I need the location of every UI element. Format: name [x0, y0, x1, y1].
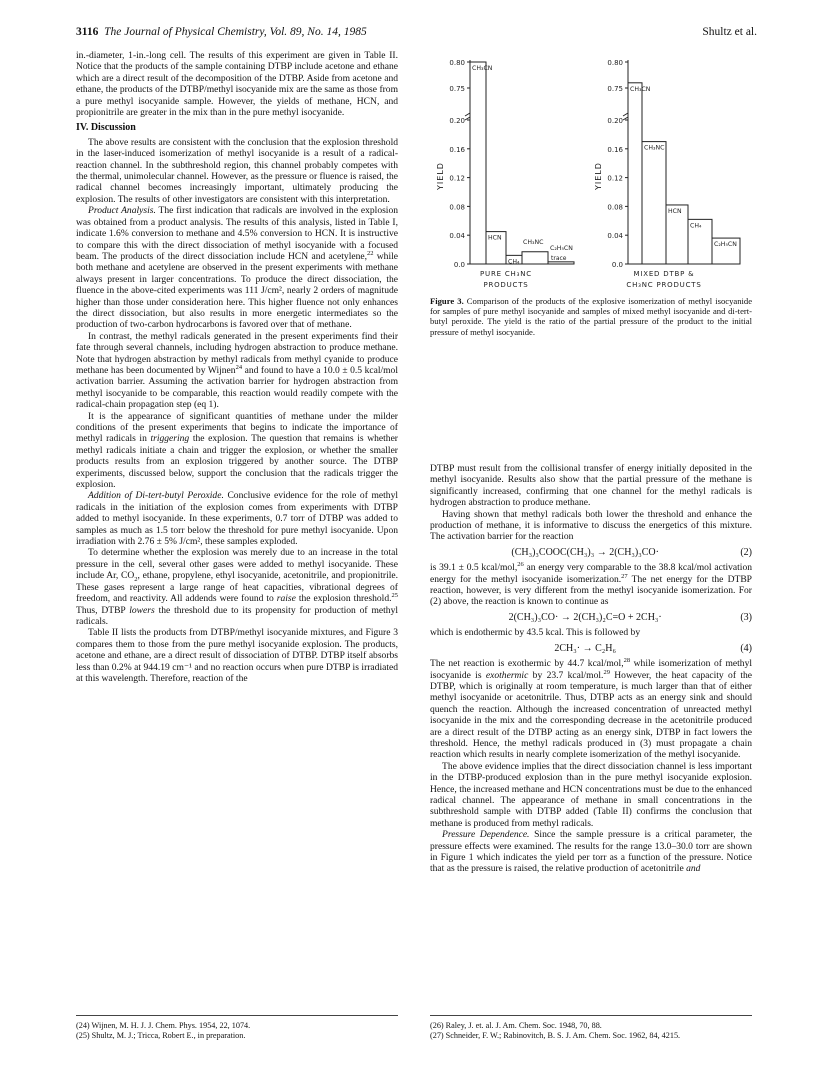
x-axis-label: CH₃NC PRODUCTS — [626, 281, 702, 289]
equation-4 — [430, 643, 752, 654]
y-tick-label: 0.75 — [607, 85, 623, 93]
figure-3 — [430, 58, 760, 294]
caption-label: Figure 3. — [430, 296, 464, 306]
text: To determine whether the explosion was merely due to an increase in the total pressure in the cell, several other gases were added to methyl isocyanide. These include Ar, CO — [76, 547, 398, 582]
footnotes-right — [430, 1015, 752, 1041]
bar-label: HCN — [488, 234, 502, 242]
equation-3 — [430, 612, 752, 623]
reference-mark: 22 — [366, 249, 374, 257]
equation-number: (4) — [740, 642, 752, 654]
paragraph — [76, 411, 398, 491]
text: The net reaction is exothermic by 44.7 kcal/mol, — [430, 658, 624, 670]
y-tick-label: 0.80 — [449, 59, 465, 67]
y-tick-label: 0.75 — [449, 85, 465, 93]
section-heading: IV. Discussion — [76, 122, 136, 134]
y-tick-label: 0.12 — [449, 174, 465, 183]
text: by 23.7 kcal/mol. — [528, 669, 604, 681]
emphasis: and — [686, 863, 701, 875]
y-tick-label: 0.08 — [449, 203, 465, 212]
paragraph — [76, 490, 398, 547]
text: It is the appearance of significant quantities of methane under the milder conditions of the present experiments that begins to indicate the importance of methyl radicals in — [76, 410, 398, 445]
emphasis: triggering — [150, 433, 190, 445]
paragraph — [430, 562, 752, 608]
bar-label: CH₃CN — [472, 65, 493, 72]
paragraph: which is endothermic by 43.5 kcal. This is followed by — [430, 627, 641, 639]
reference-mark: 29 — [603, 668, 610, 676]
text: while both methane and acetylene are observed in the present experiments with methane always present in larger concentrations. To produce the direct dissociation, the fluence in the above-cited experiments was 111 J/cm², nearly 2 orders of magnitude higher than those under consideration here. This higher fluence not only enhances the direct dissociation, but also results in more energetic intermediates so the production of two-carbon hydrocarbons is favored over that of methane. — [76, 250, 398, 331]
bar-label: C₂H₅CN — [714, 241, 737, 249]
text: the explosion. The question that remains is whether methyl radicals initiate a chain and trigger the explosion, or whether the smaller products results from an explosion triggered by another source. The DTBP experiments, discussed below, support the conclusion that the radicals trigger the explosion. — [76, 433, 398, 491]
paragraph — [76, 547, 398, 627]
page-number: 3116 — [76, 26, 99, 38]
paragraph: Table II lists the products from DTBP/methyl isocyanide mixtures, and Figure 3 compares them to those from the pure methyl isocyanide explosion. The products, acetone and ethane, are a direct result of dissociation of DTBP. DTBP itself absorbs less than 0.2% at 944.19 cm⁻¹ and no reaction occurs when pure DTBP is irradiated at this wavelength. Therefore, reaction of the — [76, 627, 398, 684]
x-axis-label: PRODUCTS — [483, 281, 529, 289]
footnote: (24) Wijnen, M. H. J. J. Chem. Phys. 1954, 22, 1074. — [76, 1021, 251, 1030]
bar-0 — [628, 83, 642, 264]
run-in-heading: Pressure Dependence. — [442, 829, 530, 841]
text: Thus, DTBP — [76, 604, 130, 616]
y-tick-label: 0.80 — [607, 59, 623, 67]
text: Conclusive evidence for the role of methyl radicals in the initiation of the explosion comes from experiments with DTBP added to methyl isocyanide. In these experiments, 0.7 torr of DTBP was added to samples as much as 1.5 torr below the threshold for pure methyl isocyanide. Upon irradiation with 2.76 ± 5% J/cm², these samples exploded. — [76, 490, 398, 548]
bar-1 — [642, 142, 666, 264]
paragraph: DTBP must result from the collisional transfer of energy initially deposited in the methyl isocyanide. Results also show that the partial pressure of the methane is significantly increased, confirming that one channel for the methyl radicals is hydrogen abstraction to produce methane. — [430, 463, 752, 509]
footnote: (27) Schneider, F. W.; Rabinovitch, B. S. J. Am. Chem. Soc. 1962, 84, 4215. — [430, 1031, 681, 1040]
reference-mark: 28 — [623, 656, 631, 664]
text: the explosion threshold. — [295, 593, 392, 605]
text: Since the sample pressure is a critical parameter, the pressure effects were examined. The results for the range 13.0–30.0 torr are shown in Figure 1 which indicates the yield per torr as a function of the pressure. Notice that as the pressure is raised, the relative production of acetonitrile — [430, 829, 752, 875]
bar-annotation: trace — [551, 254, 567, 262]
bar-4 — [548, 262, 574, 264]
equation-text: 2CH₃· → C₂H₆ — [554, 642, 616, 654]
emphasis: exothermic — [485, 669, 529, 681]
bar-label: CH₃NC — [523, 238, 544, 246]
run-in-heading: Addition of Di-tert-butyl Peroxide. — [88, 490, 224, 502]
y-tick-label: 0.0 — [611, 261, 623, 269]
text: , ethane, propylene, ethyl isocyanide, acetonitrile, and propionitrile. These gases represent a large range of heat capacities, vibrational degrees of freedom, and reactivity. All addends were found to — [76, 570, 398, 605]
text: In contrast, the methyl radicals generated in the present experiments find their fate through several channels, including hydrogen abstraction to produce methane. Note that hydrogen abstraction by methyl radicals from methyl cyanide to produce methane has been documented by Wijnen — [76, 330, 398, 376]
y-tick-label: 0.12 — [607, 174, 623, 183]
y-tick-label: 0.16 — [607, 145, 623, 154]
paragraph — [76, 331, 398, 411]
y-tick-label: 0.20 — [607, 117, 623, 125]
paragraph — [430, 829, 752, 875]
text: However, the heat capacity of the DTBP, which is originally at room temperature, is much larger than that of either methyl isocyanide or acetonitrile. Thus, DTBP acts as an energy sink and should quench the reaction. Although the increased concentration of unreacted methyl isocyanide in the mix and the corresponding decrease in the acetonitrile produced are a direct result of the DTBP acting as an energy sink, DTBP in fact lowers the threshold. Hence, the methyl radicals produced in (3) must propagate a chain reaction which results in nearly complete isomerization of the methyl isocyanide. — [430, 669, 753, 761]
caption-text: Comparison of the products of the explosive isomerization of methyl isocyanide for samples of pure methyl isocyanide and samples of mixed methyl isocyanide and di-tert-butyl peroxide. The yield is the ratio of the partial pressure of the product to the initial pressure of methyl isocyanide. — [430, 296, 753, 337]
text: The first indication that radicals are involved in the explosion was obtained from a product analysis. The results of this analysis, listed in Table I, indicate 1.6% conversion to methane and 4.5% conversion to HCN. It is instructive to compare this with the direct dissociation of methyl isocyanide with a focused beam. The products of the direct dissociation include HCN and acetylene, — [76, 205, 399, 262]
bar-0 — [470, 62, 486, 264]
text: is 39.1 ± 0.5 kcal/mol, — [430, 562, 518, 574]
bar-label: CH₃CN — [630, 85, 651, 93]
y-tick-label: 0.20 — [449, 117, 465, 125]
equation-text: (CH₃)₃COOC(CH₃)₃ → 2(CH₃)₃CO· — [511, 546, 659, 558]
footnote: (25) Shultz, M. J.; Tricca, Robert E., in preparation. — [76, 1031, 246, 1040]
emphasis: raise — [276, 593, 296, 605]
text: while isomerization of methyl isocyanide is — [430, 658, 753, 681]
subscript: 2 — [134, 576, 138, 584]
reference-mark: 25 — [391, 591, 398, 599]
text: an energy very comparable to the 38.8 kcal/mol activation energy for the methyl isocyanide isomerization. — [430, 562, 752, 585]
figure-caption — [430, 296, 752, 337]
footnote: (26) Raley, J. et. al. J. Am. Chem. Soc. 1948, 70, 88. — [430, 1021, 602, 1030]
bar-label: C₂H₅CN — [550, 244, 573, 252]
emphasis: lowers — [129, 604, 155, 616]
y-tick-label: 0.0 — [453, 261, 465, 269]
y-tick-label: 0.16 — [449, 145, 465, 154]
paragraph: in.-diameter, 1-in.-long cell. The results of this experiment are given in Table II. Notice that the products of the sample containing DTBP include acetone and ethane which are a direct result of the decomposition of the DTBP. Aside from acetone and ethane, the products of the DTBP/methyl isocyanide mix are the same as those from a pure methyl isocyanide sample. However, the yields of methane, HCN, and propionitrile are greater in the mix than in the pure methyl isocyanide. — [76, 50, 398, 119]
reference-mark: 24 — [235, 363, 243, 371]
reference-mark: 27 — [621, 572, 628, 580]
y-tick-label: 0.04 — [449, 232, 465, 241]
bar-label: CH₃NC — [644, 144, 665, 152]
bar-label: CH₄ — [508, 258, 520, 266]
bar-label: HCN — [668, 207, 682, 215]
equation-number: (2) — [740, 546, 752, 558]
footnotes-left — [76, 1015, 398, 1041]
paragraph — [430, 658, 752, 761]
paragraph: The above evidence implies that the direct dissociation channel is less important in the DTBP-produced explosion than in the pure methyl isocyanide explosion. Hence, the increased methane and HCN concentrations must be due to the enhanced radical channel. The appearance of methane in small concentrations in the subthreshold sample with DTBP added (Table II) confirms the conclusion that methane is produced from methyl radicals. — [430, 760, 752, 829]
figure-3-charts — [430, 58, 760, 294]
journal-citation: The Journal of Physical Chemistry, Vol. 89, No. 14, 1985 — [104, 26, 367, 38]
x-axis-label: MIXED DTBP & — [633, 270, 695, 278]
equation-2 — [430, 547, 752, 558]
equation-number: (3) — [740, 611, 752, 623]
reference-mark: 26 — [517, 561, 524, 569]
x-axis-label: PURE CH₃NC — [480, 270, 532, 278]
run-in-heading: Product Analysis. — [88, 205, 156, 217]
paragraph — [76, 205, 398, 330]
equation-text: 2(CH₃)₃CO· → 2(CH₃)₂C=O + 2CH₃· — [508, 611, 662, 623]
paragraph: Having shown that methyl radicals both lower the threshold and enhance the production of methane, it is informative to discuss the energetics of this mixture. The activation barrier for the reaction — [430, 508, 752, 543]
left-column — [76, 50, 398, 684]
running-header-authors: Shultz et al. — [702, 26, 757, 38]
bar-label: CH₄ — [690, 222, 702, 230]
bar-3 — [522, 252, 548, 264]
running-header — [76, 26, 367, 38]
paragraph: The above results are consistent with the conclusion that the explosion threshold in the laser-induced isomerization of methyl isocyanide is a result of a radical-reaction channel. In the subthreshold region, this channel probably competes with the thermal, unimolecular channel. However, as the pressure or fluence is raised, the radical channel becomes increasingly important, ultimately producing the explosion. The results of other investigators are consistent with this interpretation. — [76, 136, 398, 205]
y-axis-label: YIELD — [594, 162, 603, 190]
text: the threshold due to its propensity for production of methyl radicals. — [76, 604, 398, 627]
text: The net energy for the DTBP reaction, however, is very different from the methyl isocyanide isomerization. For (2) above, the reaction is known to continue as — [430, 573, 752, 608]
y-tick-label: 0.04 — [607, 232, 623, 241]
text: and found to have a 10.0 ± 0.5 kcal/mol activation barrier. Assuming the activation barrier for hydrogen abstraction from methyl isocyanide to be comparable, this reaction would readily compete with the radical-chain propagation step (eq 1). — [76, 364, 398, 411]
y-tick-label: 0.08 — [607, 203, 623, 212]
right-column — [430, 463, 752, 875]
y-axis-label: YIELD — [436, 162, 445, 190]
